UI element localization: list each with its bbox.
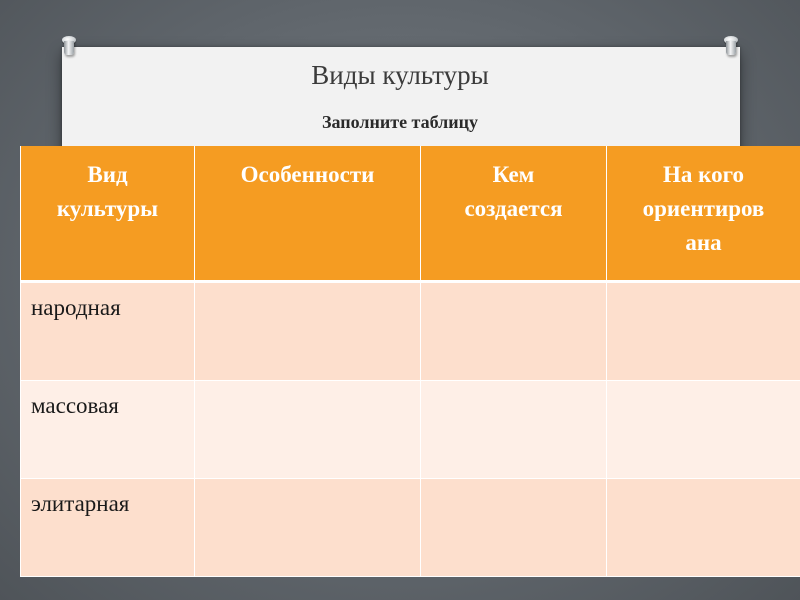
header-created-by-label: Кем создается [464,162,563,221]
table-cell-created-by[interactable] [421,381,607,479]
table-cell-target[interactable] [607,479,800,577]
header-target-audience-label: На кого ориентиров ана [642,162,765,255]
header-culture-type-label: Вид культуры [56,162,159,221]
pushpin-icon [722,36,740,56]
table-cell-type[interactable]: массовая [21,381,195,479]
table-cell-type[interactable]: народная [21,282,195,381]
slide-subtitle: Заполните таблицу [321,112,479,132]
table-cell-features[interactable] [195,381,421,479]
table-cell-target[interactable] [607,282,800,381]
table-row [21,282,800,381]
table-cell-features[interactable] [195,282,421,381]
slide-title: Виды культуры [311,60,489,90]
table-row [21,381,800,479]
table-row [21,479,800,577]
header-features [195,146,421,282]
table-cell-features[interactable] [195,479,421,577]
table-header-row [21,146,800,282]
table-cell-target[interactable] [607,381,800,479]
table-cell-type[interactable]: элитарная [21,479,195,577]
header-features-label: Особенности [240,162,375,187]
culture-types-table [20,146,800,577]
header-culture-type [21,146,195,282]
pushpin-icon [60,36,78,56]
table-cell-created-by[interactable] [421,479,607,577]
table-cell-created-by[interactable] [421,282,607,381]
header-target-audience [607,146,800,282]
header-created-by [421,146,607,282]
